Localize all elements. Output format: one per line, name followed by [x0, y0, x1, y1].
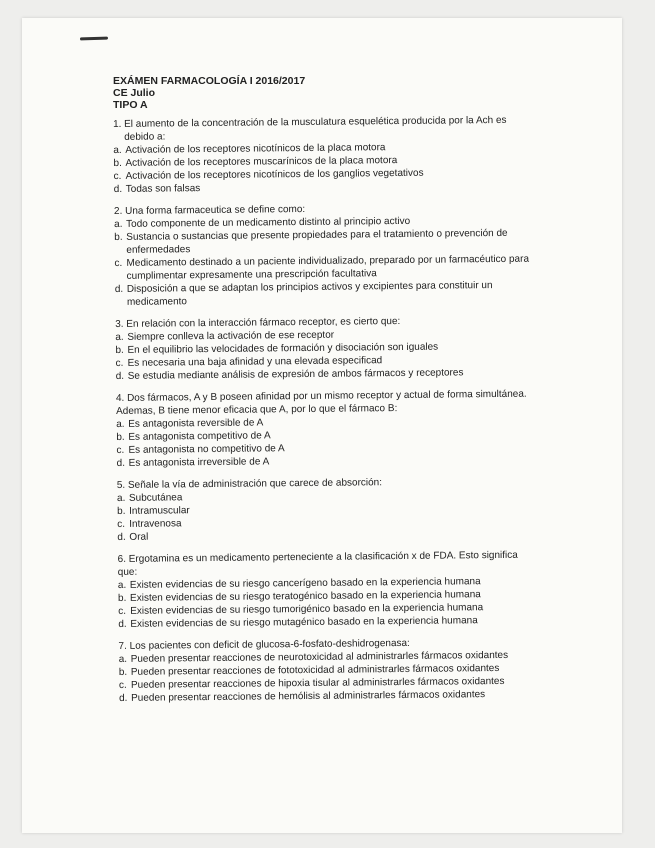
option-letter: b.: [118, 666, 128, 678]
option-text: Intramuscular: [129, 505, 190, 517]
option-text: Intravenosa: [129, 518, 182, 530]
option-text: Pueden presentar reacciones de fototoxicidad al administrarles fármacos oxidantes: [130, 662, 500, 678]
option-letter: a.: [113, 144, 122, 156]
option-text: Existen evidencias de su riesgo mutagénico basado en la experiencia humana: [130, 615, 478, 630]
option-text: Es necesaria una baja afinidad y una elevada especificad: [127, 355, 383, 369]
option-text: Todo componente de un medicamento distinto al principio activo: [126, 215, 411, 230]
question-text: 4. Dos fármacos, A y B poseen afinidad por un mismo receptor y actual de forma simultánea. Ademas, B tiene menor eficacia que A, por lo que el fármaco B:: [115, 388, 527, 417]
question-7: [118, 636, 539, 705]
option-letter: a.: [116, 418, 125, 430]
option-text: Es antagonista competitivo de A: [128, 430, 271, 443]
question-text: 6. Ergotamina es un medicamento perteneciente a la clasificación x de FDA. Esto significa que:: [117, 549, 518, 578]
option-text: Es antagonista reversible de A: [128, 417, 264, 430]
option-text: Todas son falsas: [125, 183, 201, 195]
option-letter: d.: [114, 283, 124, 295]
option-text: Siempre conlleva la activación de ese receptor: [127, 329, 335, 343]
exam-title: EXÁMEN FARMACOLOGÍA I 2016/2017: [113, 75, 306, 87]
option-letter: c.: [116, 444, 125, 456]
option-text: Activación de los receptores muscarínicos de la placa motora: [125, 155, 398, 169]
question-number: 1.: [113, 118, 122, 130]
option-text: En el equilibrio las velocidades de formación y disociación son iguales: [127, 341, 439, 356]
option-d: [115, 279, 535, 309]
exam-session: CE Julio: [113, 87, 156, 99]
question-1: [113, 114, 534, 196]
option-letter: c.: [117, 518, 126, 530]
option-text: Sustancia o sustancias que presente propiedades para el tratamiento o prevención de enfermedades: [126, 227, 508, 256]
option-letter: a.: [115, 331, 124, 343]
option-letter: b.: [117, 505, 126, 517]
option-letter: d.: [113, 183, 123, 195]
option-text: Es antagonista irreversible de A: [128, 456, 270, 469]
option-letter: d.: [116, 457, 126, 469]
option-letter: d.: [119, 692, 128, 704]
option-letter: c.: [115, 357, 124, 369]
option-text: Oral: [129, 531, 149, 543]
option-text: Activación de los receptores nicotínicos de la placa motora: [125, 142, 386, 156]
option-letter: b.: [116, 431, 125, 443]
option-letter: b.: [113, 157, 122, 169]
option-letter: c.: [118, 605, 127, 617]
option-text: Es antagonista no competitivo de A: [128, 443, 285, 456]
option-text: Disposición a que se adaptan los principios activos y excipientes para constituir un medicamento: [126, 280, 493, 308]
option-letter: b.: [115, 344, 124, 356]
option-letter: b.: [117, 592, 127, 604]
option-letter: d.: [118, 618, 127, 630]
exam-header: [113, 75, 305, 111]
option-letter: c.: [118, 679, 127, 691]
question-4: [116, 388, 537, 470]
question-list: [113, 114, 539, 714]
question-text: 5. Señale la vía de administración que carece de absorción:: [116, 477, 383, 491]
option-letter: a.: [114, 218, 123, 230]
option-letter: d.: [117, 531, 126, 543]
option-letter: d.: [115, 370, 125, 382]
option-text: Pueden presentar reacciones de neurotoxicidad al administrarles fármacos oxidantes: [130, 649, 509, 665]
option-text: Existen evidencias de su riesgo cancerígeno basado en la experiencia humana: [129, 576, 481, 591]
option-text: Subcutánea: [128, 492, 183, 504]
option-text: Pueden presentar reacciones de hemólisis al administrarles fármacos oxidantes: [131, 689, 486, 704]
question-3: [115, 314, 536, 383]
exam-type: TIPO A: [113, 99, 148, 111]
option-letter: a.: [117, 579, 127, 591]
option-letter: c.: [114, 257, 123, 269]
option-text: Activación de los receptores nicotínicos de los ganglios vegetativos: [125, 167, 424, 182]
option-text: Existen evidencias de su riesgo tumorigénico basado en la experiencia humana: [130, 602, 484, 617]
option-letter: c.: [113, 170, 122, 182]
question-text: 3. En relación con la interacción fármaco receptor, es cierto que:: [115, 316, 401, 330]
option-text: Pueden presentar reacciones de hipoxia tisular al administrarles fármacos oxidantes: [130, 675, 505, 691]
option-text: Existen evidencias de su riesgo teratogénico basado en la experiencia humana: [129, 589, 481, 604]
question-5: [117, 475, 538, 544]
option-text: Se estudia mediante análisis de expresión de ambos fármacos y receptores: [127, 367, 464, 382]
option-letter: b.: [114, 231, 123, 243]
option-letter: a.: [116, 492, 126, 504]
question-text: 2. Una forma farmaceutica se define como:: [113, 203, 306, 217]
question-text: 7. Los pacientes con deficit de glucosa-6-fosfato-deshidrogenasa:: [118, 637, 410, 652]
option-letter: a.: [118, 653, 128, 665]
question-text: El aumento de la concentración de la musculatura esquelética producida por la Ach es debido a:: [124, 114, 507, 143]
option-text: Medicamento destinado a un paciente individualizado, preparado por un farmacéutico para cumplimentar expresamente una prescripción facultativa: [126, 253, 530, 282]
question-2: [114, 201, 535, 309]
question-6: [118, 549, 539, 631]
